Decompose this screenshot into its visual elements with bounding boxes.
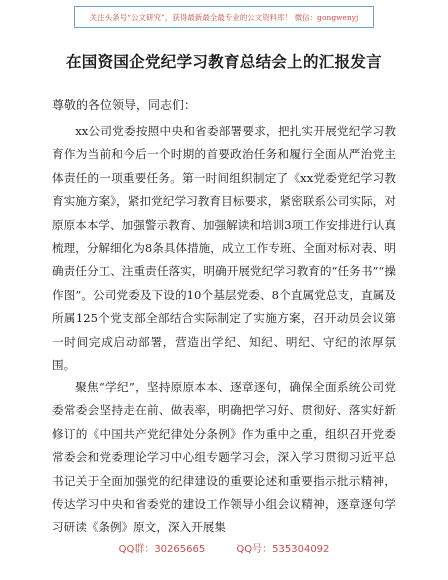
footer-qq-group: QQ群：30265665: [118, 544, 206, 555]
footer-qq-number: QQ号：535304092: [236, 544, 330, 555]
footer-contact: [0, 540, 448, 555]
paragraph-2: 聚焦“学纪”，坚持原原本本、逐章逐句，确保全面系统公司党委常委会坚持走在前、做表率，明确把学习好、贯彻好、落实好新修订的《中国共产党纪律处分条例》作为重中之重，组织召开党委常委会和党委理论学习中心组专题学习会，深入学习贯彻习近平总书记关于全面加强党的纪律建设的重要论述和重要指示批示精神，传达学习中央和省委党的建设工作领导小组会议精神，逐章逐句学习研读《条例》原文，深入开展集: [52, 380, 396, 535]
salutation: 尊敬的各位领导，同志们：: [52, 98, 197, 112]
header-banner: 关注头条号“公文研究”，获得最新最全最专业的公文资料库！ 微信：gongwenyj: [74, 6, 374, 28]
document-title: 在国资国企党纪学习教育总结会上的汇报发言: [65, 52, 382, 71]
paragraph-1: xx公司党委按照中央和省委部署要求，把扎实开展党纪学习教育作为当前和今后一个时期的首要政治任务和履行全面从严治党主体责任的一项重要任务。第一时间组织制定了《xx党委党纪学习教育实施方案》，紧扣党纪学习教育目标要求，紧密联系公司实际，对原原本本学、加强警示教育、加强解读和培训3项工作安排进行认真梳理，分解细化为8条具体措施，成立工作专班、全面对标对表、明确责任分工、注重责任落实，明确开展党纪学习教育的“任务书”“操作图”。公司党委及下设的10个基层党委、8个直属党总支，直属及所属125个党支部全部结合实际制定了实施方案，召开动员会议第一时间完成启动部署，营造出学纪、知纪、明纪、守纪的浓厚氛围。: [52, 124, 396, 373]
